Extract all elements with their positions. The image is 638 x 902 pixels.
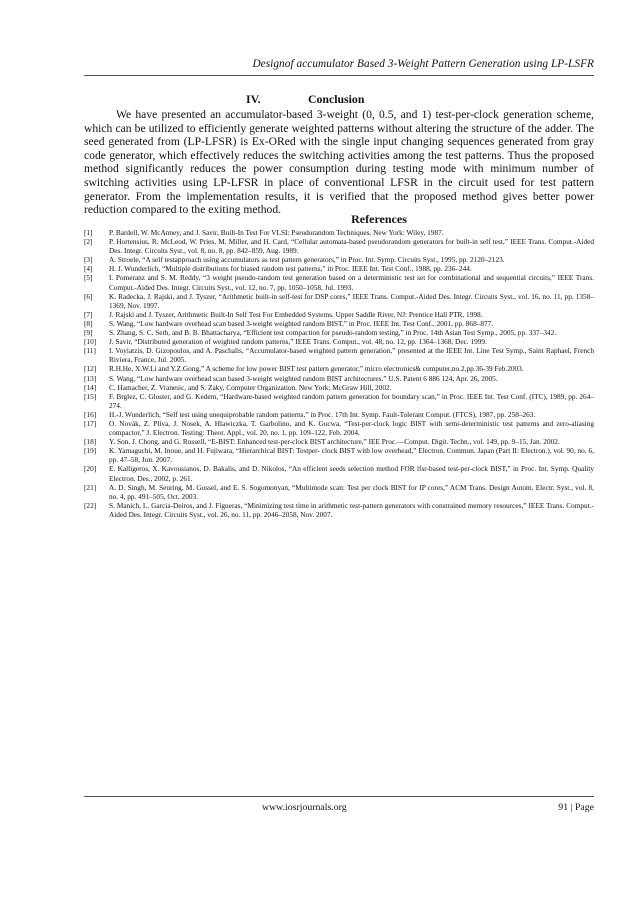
reference-text: C. Hamacher, Z. Vranesic, and S. Zaky, Computer Organization. New York: McGraw Hill, 2002.	[109, 382, 392, 392]
reference-text: I. Voyiatzis, D. Gizopoulos, and A. Paschalis, “Accumulator-based weighted pattern generation,” presented at the IEEE Int. Line Test Symp., Saint Raphael, French Riviera, France, Jul. 2005.	[109, 346, 594, 365]
reference-item	[84, 364, 594, 373]
reference-item	[84, 392, 594, 410]
reference-number: [20]	[84, 464, 97, 474]
reference-text: A. Stroele, “A self testapproach using accumulators as test pattern generators,” in Proc. Int. Symp. Circuits Syst., 1995, pp. 2120–2123.	[109, 255, 505, 265]
running-title: Designof accumulator Based 3-Weight Pattern Generation using LP-LSFR	[252, 58, 594, 70]
reference-text: J. Savir, “Distributed generation of weighted random patterns,” IEEE Trans. Comput., vol. 48, no. 12, pp. 1364–1368, Dec. 1999.	[109, 337, 487, 347]
reference-item	[84, 501, 594, 519]
conclusion-paragraph	[84, 108, 594, 217]
reference-text: O. Novák, Z. Plíva, J. Nosek, A. Hlawiczka, T. Garbolino, and K. Gucwa, “Test-per-clock logic BIST with semi-deterministic test patterns and zero-aliasing compactor,” J. Electron. Testing: Theor. Appl., vol. 20, no. 1, pp. 109–122, Feb. 2004.	[109, 418, 594, 438]
reference-number: [21]	[84, 482, 97, 492]
reference-number: [19]	[84, 446, 97, 456]
reference-item	[84, 464, 594, 482]
reference-text: K. Radecka, J. Rajski, and J. Tyszer, “Arithmetic built-in self-test for DSP cores,” IEEE Trans. Comput.-Aided Des. Integr. Circuits Syst., vol. 16, no. 11, pp. 1358–1369, Nov. 1997.	[109, 291, 594, 310]
reference-number: [5]	[84, 273, 93, 283]
reference-text: F. Brglez, C. Gloster, and G. Kedem, “Hardware-based weighted random pattern generation for boundary scan,” in Proc. IEEE Int. Test Conf. (ITC), 1989, pp. 264–274.	[109, 391, 594, 410]
reference-text: P. Bardell, W. McAnney, and J. Savir, Built-In Test For VLSI: Pseudorandom Techniques. New York: Wiley, 1987.	[109, 228, 444, 237]
reference-item	[84, 228, 594, 237]
reference-item	[84, 383, 594, 392]
reference-text: H. J. Wunderlich, “Multiple distributions for biased random test patterns,” in Proc. IEEE Int. Test Conf., 1988, pp. 236–244.	[109, 264, 472, 274]
section-title: Conclusion	[308, 92, 365, 106]
reference-number: [3]	[84, 255, 93, 265]
reference-number: [15]	[84, 391, 97, 401]
header-rule	[84, 75, 594, 76]
reference-item	[84, 446, 594, 464]
reference-item	[84, 328, 594, 337]
reference-number: [7]	[84, 309, 93, 319]
reference-item	[84, 264, 594, 273]
reference-text: I. Pomeranz and S. M. Reddy, “3 weight pseudo-random test generation based on a deterministic test set for combinational and sequential circuits,” IEEE Trans. Comput.-Aided Des. Integr. Circuits Syst., vol. 12, no. 7, pp. 1050–1058, Jul. 1993.	[109, 273, 594, 292]
reference-item	[84, 419, 594, 437]
reference-text: E. Kalligeros, X. Kavousianos, D. Bakalis, and D. Nikolos, “An efficient seeds selection method FOR lfsr-based test-per-clock BIST,” in Proc. Int. Symp. Quality Electron. Des., 2002, p. 261.	[109, 464, 594, 483]
reference-item	[84, 255, 594, 264]
footer-rule	[84, 796, 594, 797]
reference-text: H.-J. Wunderlich, “Self test using unequiprobable random patterns,” in Proc. 17th Int. Symp. Fault-Tolerant Comput. (FTCS), 1987, pp. 258–263.	[109, 409, 536, 419]
reference-number: [4]	[84, 264, 93, 274]
reference-text: Y. Son, J. Chong, and G. Russell, “E-BIST: Enhanced test-per-clock BIST architecture,” IEE Proc.—Comput. Digit. Techn., vol. 149, pp. 9–15, Jan. 2002.	[109, 437, 560, 447]
reference-item	[84, 483, 594, 501]
reference-text: A. D. Singh, M. Seuring, M. Gossel, and E. S. Sogomonyan, “Multimode scan: Test per clock BIST for IP cores,” ACM Trans. Design Autom. Electr. Syst., vol. 8, no. 4, pp. 491–505, Oct. 2003.	[109, 482, 594, 501]
reference-number: [12]	[84, 364, 97, 374]
reference-number: [11]	[84, 346, 96, 356]
section-number: IV.	[246, 92, 261, 106]
reference-number: [8]	[84, 318, 93, 328]
reference-item	[84, 337, 594, 346]
reference-list	[84, 228, 594, 519]
reference-number: [6]	[84, 291, 93, 301]
reference-item	[84, 374, 594, 383]
reference-text: K. Yamaguchi, M. Inoue, and H. Fujiwara, “Hierarchical BIST: Testper- clock BIST with low overhead,” Electron. Commun. Japan (Part II: Electron.), vol. 90, no. 6, pp. 47–58, Jun. 2007.	[109, 446, 594, 465]
reference-number: [18]	[84, 437, 97, 447]
reference-text: R.H.He, X.W.Li and Y.Z.Gong,” A scheme for low power BIST test pattern generator,” micro electronics& computer,no.2,pp.36-39 Feb.2003.	[109, 364, 524, 374]
reference-text: S. Manich, L. Garcia-Deiros, and J. Figueras, “Minimizing test time in arithmetic test-pattern generators with constrained memory resources,” IEEE Trans. Comput.-Aided Des. Integr. Circuits Syst., vol. 26, no. 11, pp. 2046–2058, Nov. 2007.	[109, 500, 594, 519]
reference-item	[84, 410, 594, 419]
conclusion-text: We have presented an accumulator-based 3-weight (0, 0.5, and 1) test-per-clock generation scheme, which can be utilized to efficiently generate weighted patterns without altering the structure of the adder. The seed generated from (LP-LFSR) is Ex-ORed with the single input changing sequences generated from gray code generator, which effectively reduces the switching activities among the test patterns. Thus the proposed method significantly reduces the power consumption during testing mode with minimum number of switching activities using LP-LFSR in place of conventional LFSR in the circuit used for test pattern generator. From the implementation results, it is verified that the proposed method gives better power reduction compared to the exiting method.	[84, 108, 594, 217]
reference-number: [1]	[84, 228, 93, 237]
reference-item	[84, 437, 594, 446]
reference-item	[84, 273, 594, 291]
reference-number: [13]	[84, 373, 97, 383]
conclusion-heading	[246, 92, 364, 107]
reference-number: [16]	[84, 409, 97, 419]
reference-text: S. Wang, “Low hardware overhead scan based 3-weight weighted random BIST architectures,” U.S. Patent 6 886 124, Apr. 26, 2005.	[109, 373, 498, 383]
reference-text: J. Rajski and J. Tyszer, Arithmetic Built-In Self Test For Embedded Systems. Upper Saddle River, NJ: Prentice Hall PTR, 1998.	[109, 309, 483, 319]
reference-text: P. Hortensius, R. McLeod, W. Pries, M. Miller, and H. Card, “Cellular automata-based pseudorandom generators for built-in self test,” IEEE Trans. Comput.-Aided Des. Integr. Circuits Syst., vol. 8, no. 8, pp. 842–859, Aug. 1989.	[109, 237, 594, 256]
reference-number: [10]	[84, 337, 97, 347]
reference-number: [2]	[84, 237, 93, 247]
reference-number: [9]	[84, 328, 93, 338]
footer-page-number: 91 | Page	[558, 802, 594, 813]
reference-number: [17]	[84, 418, 97, 428]
reference-item	[84, 319, 594, 328]
reference-text: S. Zhang, S. C. Seth, and B. B. Bhattacharya, “Efficient test compaction for pseudo-random testing,” in Proc. 14th Asian Test Symp., 2005, pp. 337–342.	[109, 328, 557, 338]
reference-item	[84, 237, 594, 255]
footer-url: www.iosrjournals.org	[262, 802, 347, 813]
reference-text: S. Wang, “Low hardware overhead scan based 3-weight weighted random BIST,” in Proc. IEEE Int. Test Conf., 2001, pp. 868–877.	[109, 318, 494, 328]
reference-item	[84, 346, 594, 364]
reference-item	[84, 310, 594, 319]
references-heading: References	[351, 212, 407, 226]
reference-number: [14]	[84, 382, 97, 392]
reference-number: [22]	[84, 500, 97, 510]
reference-item	[84, 292, 594, 310]
